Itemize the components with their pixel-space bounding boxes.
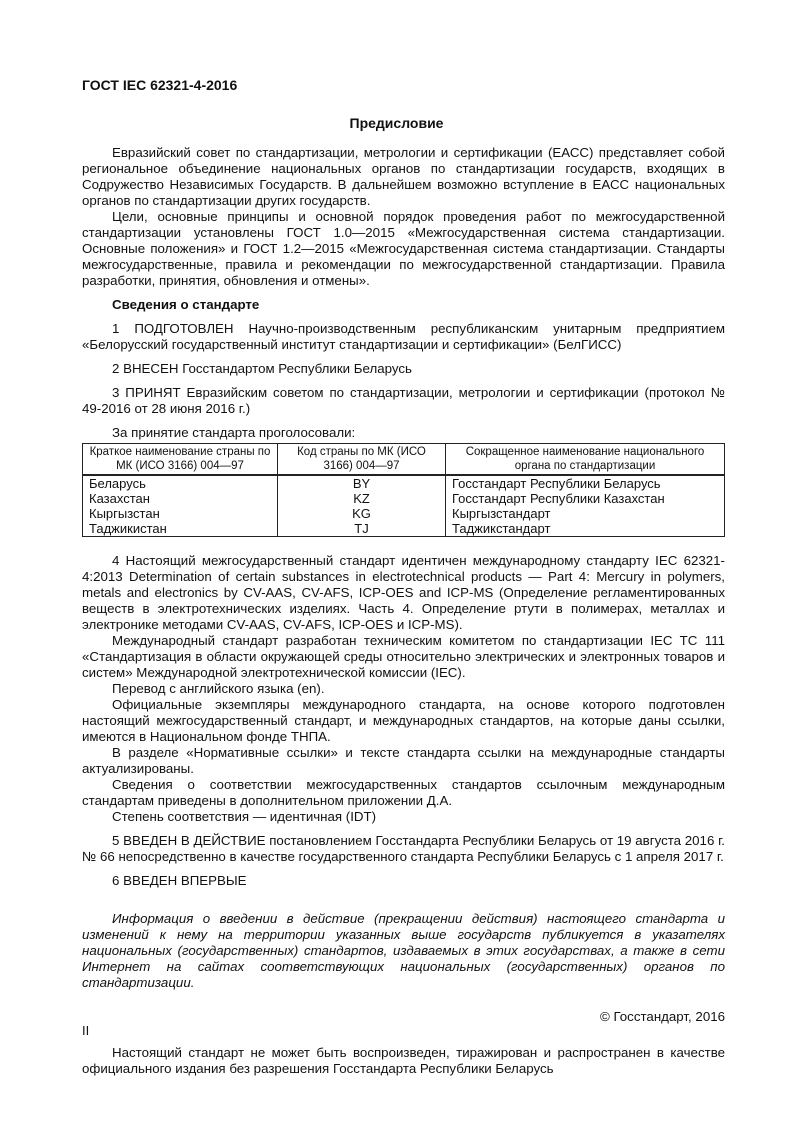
cell-body: Госстандарт Республики Беларусь (446, 475, 725, 491)
document-code: ГОСТ IEC 62321-4-2016 (82, 77, 238, 93)
cell-body: Госстандарт Республики Казахстан (446, 491, 725, 506)
table-header-row (83, 444, 725, 476)
cell-code: BY (278, 475, 446, 491)
cell-country: Казахстан (83, 491, 278, 506)
table-row (83, 491, 725, 506)
table-row (83, 521, 725, 537)
intro-paragraph: Евразийский совет по стандартизации, метрологии и сертификации (ЕАСС) представляет собой региональное объединение национальных органов по стандартизации государств, входящих в Содружество Независимых Государств. В дальнейшем возможно вступление в ЕАСС национальных органов по стандартизации других государств. (82, 145, 725, 208)
copyright: © Госстандарт, 2016 (599, 1009, 725, 1024)
header-country: Краткое наименование страны по МК (ИСО 3166) 004—97 (83, 444, 278, 476)
item-4-paragraph: Степень соответствия — идентичная (IDT) (112, 809, 377, 824)
section-heading: Сведения о стандарте (112, 297, 260, 312)
table-row (83, 475, 725, 491)
cell-code: KG (278, 506, 446, 521)
cell-country: Кыргызстан (83, 506, 278, 521)
item-4-paragraph: Перевод с английского языка (en). (112, 681, 325, 696)
item-4-paragraph: Международный стандарт разработан техническим комитетом по стандартизации IEC TC 111 «Стандартизация в области окружающей среды относительно электрических и электронных товаров и систем» Международной электротехнической комиссии (IEC). (82, 633, 725, 680)
reproduction-notice: Настоящий стандарт не может быть воспроизведен, тиражирован и распространен в качестве официального издания без разрешения Госстандарта Республики Беларусь (82, 1045, 725, 1076)
item-5: 5 ВВЕДЕН В ДЕЙСТВИЕ постановлением Госстандарта Республики Беларусь от 19 августа 2016 г. № 66 непосредственно в качестве государственного стандарта Республики Беларусь с 1 апреля 2017 г. (82, 833, 725, 864)
item-4: 4 Настоящий межгосударственный стандарт идентичен международному стандарту IEC 62321-4:2013 Determination of certain substances in electrotechnical products — Part 4: Mercury in polymers, metals and electronics by CV-AAS, CV-AFS, ICP-OES and ICP-MS (Определение регламентированных веществ в электротехнических изделиях. Часть 4. Определение ртути в полимерах, металлах и электронике методами CV-AAS, CV-AFS, ICP-OES и ICP-MS). (82, 553, 725, 632)
item-6: 6 ВВЕДЕН ВПЕРВЫЕ (112, 873, 247, 888)
item-3: 3 ПРИНЯТ Евразийским советом по стандартизации, метрологии и сертификации (протокол № 49-2016 от 28 июня 2016 г.) (82, 385, 725, 416)
publication-notice: Информация о введении в действие (прекращении действия) настоящего стандарта и изменений к нему на территории указанных выше государств публикуется в указателях национальных (государственных) стандартов, издаваемых в этих государствах, а также в сети Интернет на сайтах соответствующих национальных (государственных) органов по стандартизации. (82, 911, 725, 990)
page-title: Предисловие (349, 115, 444, 131)
item-4-paragraph: Сведения о соответствии межгосударственных стандартов ссылочным международным стандартам приведены в дополнительном приложении Д.А. (82, 777, 725, 808)
cell-code: TJ (278, 521, 446, 537)
voted-label: За принятие стандарта проголосовали: (112, 425, 356, 440)
header-body: Сокращенное наименование национального органа по стандартизации (446, 444, 725, 476)
item-4-paragraph: Официальные экземпляры международного стандарта, на основе которого подготовлен настоящий межгосударственный стандарт, и международных стандартов, на которые даны ссылки, имеются в Национальном фонде ТНПА. (82, 697, 725, 744)
header-code: Код страны по МК (ИСО 3166) 004—97 (278, 444, 446, 476)
intro-paragraph: Цели, основные принципы и основной порядок проведения работ по межгосударственной стандартизации установлены ГОСТ 1.0—2015 «Межгосударственная система стандартизации. Основные положения» и ГОСТ 1.2—2015 «Межгосударственная система стандартизации. Стандарты межгосударственные, правила и рекомендации по межгосударственной стандартизации. Правила разработки, принятия, обновления и отмены». (82, 209, 725, 288)
voting-table (82, 443, 725, 537)
item-4-paragraph: В разделе «Нормативные ссылки» и тексте стандарта ссылки на международные стандарты актуализированы. (82, 745, 725, 776)
page-number: II (82, 1023, 90, 1038)
cell-country: Таджикистан (83, 521, 278, 537)
cell-country: Беларусь (83, 475, 278, 491)
item-1: 1 ПОДГОТОВЛЕН Научно-производственным республиканским унитарным предприятием «Белорусский государственный институт стандартизации и сертификации» (БелГИСС) (82, 321, 725, 352)
cell-body: Таджикстандарт (446, 521, 725, 537)
item-2: 2 ВНЕСЕН Госстандартом Республики Беларусь (112, 361, 412, 376)
table-row (83, 506, 725, 521)
intro-section (82, 145, 725, 1077)
cell-body: Кыргызстандарт (446, 506, 725, 521)
cell-code: KZ (278, 491, 446, 506)
